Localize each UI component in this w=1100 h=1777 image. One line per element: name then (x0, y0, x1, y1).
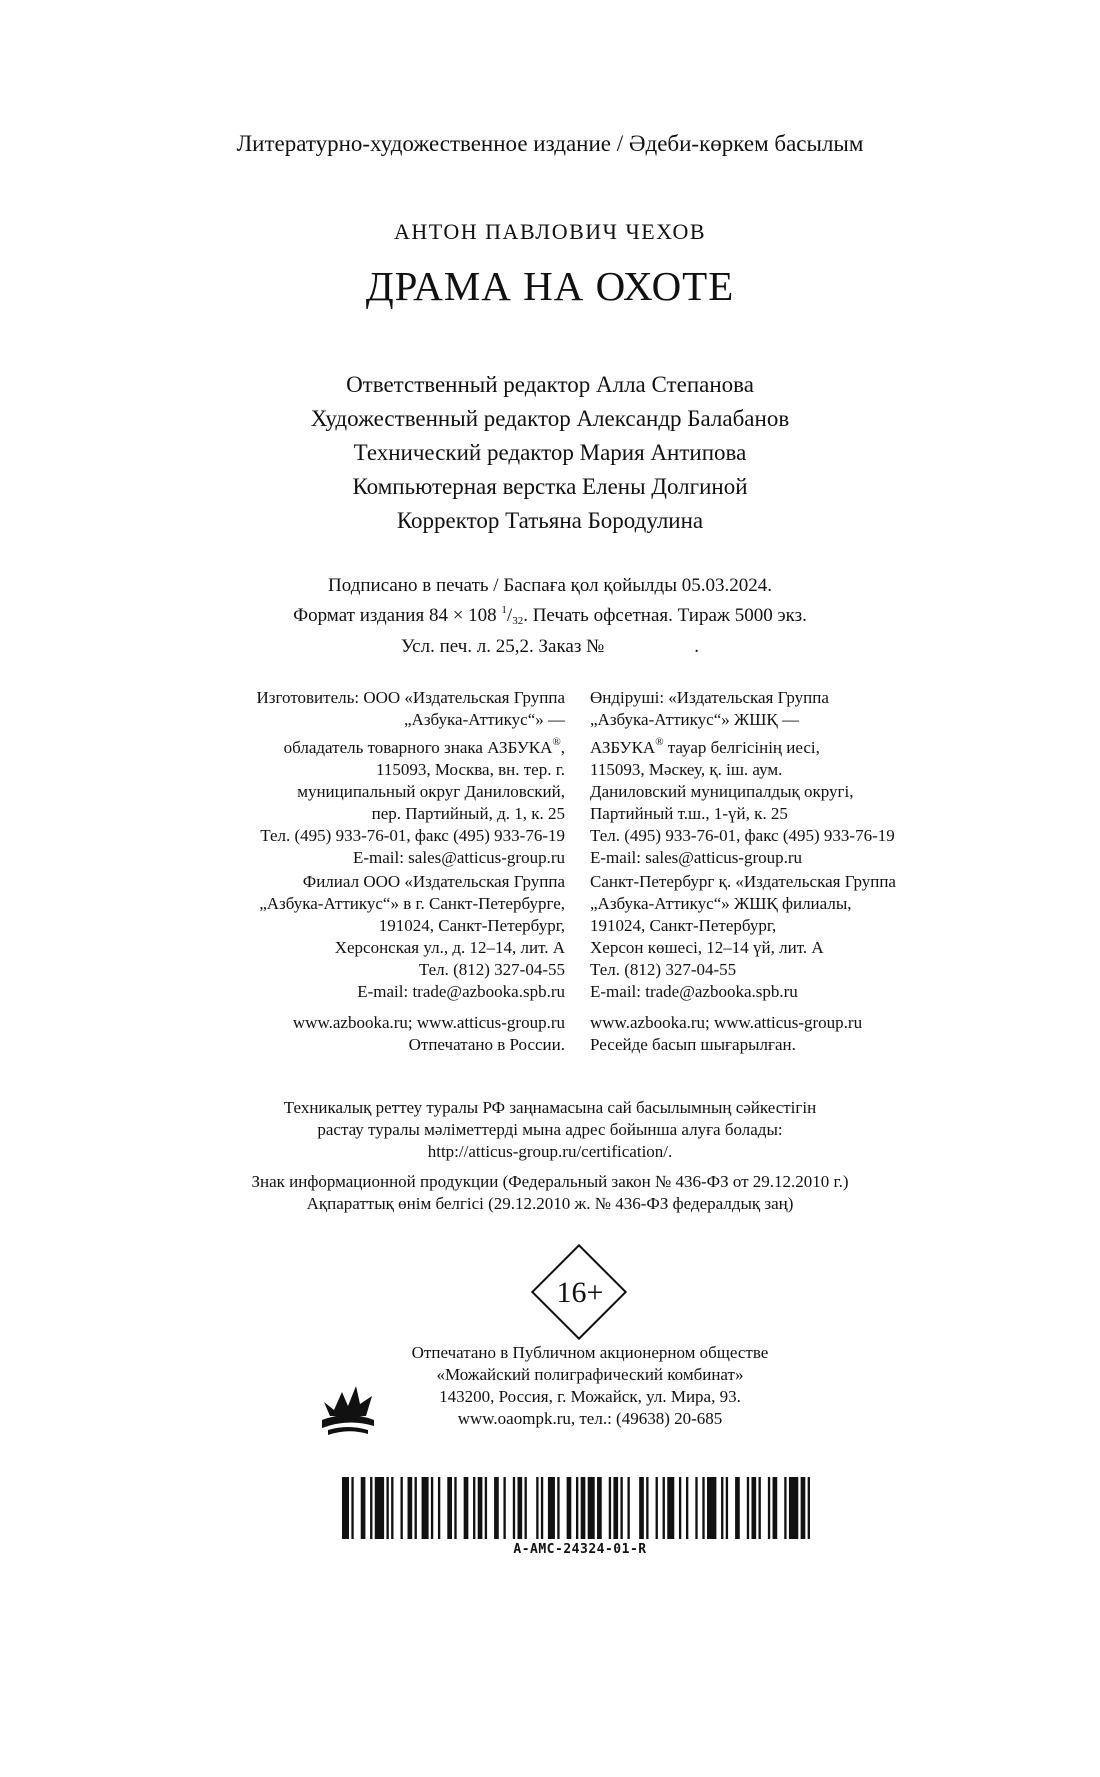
format-line: Формат издания 84 × 108 $^1/_{32}$. Печать офсетная. Тираж 5000 экз. (293, 604, 807, 627)
barcode-bar (707, 1477, 716, 1539)
barcode-bar (581, 1477, 586, 1539)
print-info (0, 573, 1100, 659)
barcode-bar (548, 1477, 555, 1539)
branch-email: E-mail: trade@azbooka.spb.ru (590, 982, 798, 1001)
cert-line: растау туралы мәліметтерді мына адрес бойынша алуға болады: (317, 1120, 783, 1139)
website-links: www.azbooka.ru; www.atticus-group.ru (292, 1013, 565, 1032)
website-links: www.azbooka.ru; www.atticus-group.ru (590, 1013, 863, 1032)
barcode-bar (663, 1477, 665, 1539)
barcode-bar (494, 1477, 499, 1539)
trademark-text: обладатель товарного знака АЗБУКА (283, 738, 553, 757)
info-mark-line: Знак информационной продукции (Федеральный закон № 436-ФЗ от 29.12.2010 г.) (251, 1172, 849, 1191)
barcode-bar (386, 1477, 388, 1539)
branch-line: Херсон көшесі, 12–14 үй, лит. А (590, 938, 824, 957)
branch-phone: Тел. (812) 327-04-55 (590, 960, 737, 979)
manufacturer-phone: Тел. (495) 933-76-01, факс (495) 933-76-19 (590, 826, 895, 845)
barcode-bar (695, 1477, 697, 1539)
barcode-bar (639, 1477, 644, 1539)
branch-line: 191024, Санкт-Петербург, (590, 916, 777, 935)
printer-info (40, 1342, 1100, 1430)
printer-contacts: www.oaompk.ru, тел.: (49638) 20-685 (457, 1409, 723, 1428)
manufacturer-line: „Азбука-Аттикус“» — (404, 710, 565, 729)
manufacturer-kz (590, 687, 990, 869)
branch-line: „Азбука-Аттикус“» ЖШҚ филиалы, (590, 894, 852, 913)
barcode-bar (751, 1477, 756, 1539)
printer-name: «Можайский полиграфический комбинат» (436, 1365, 744, 1384)
barcode-bar (567, 1477, 572, 1539)
barcode-bar (375, 1477, 384, 1539)
barcode-bar (588, 1477, 595, 1539)
branch-line: 191024, Санкт-Петербург, (378, 916, 565, 935)
barcode-bar (541, 1477, 543, 1539)
barcode-bar (391, 1477, 393, 1539)
order-line (0, 634, 1100, 659)
credit-line: Ответственный редактор Алла Степанова (346, 372, 754, 397)
barcode-bar (789, 1477, 798, 1539)
barcode-bar (438, 1477, 440, 1539)
barcode-bar (721, 1477, 723, 1539)
barcode-bar (679, 1477, 681, 1539)
trademark-text: АЗБУКА (590, 738, 656, 757)
format-numerator: 1 (501, 604, 507, 616)
credit-line: Технический редактор Мария Антипова (353, 440, 747, 465)
branch-line: Херсонская ул., д. 12–14, лит. А (334, 938, 565, 957)
barcode-bar (667, 1477, 674, 1539)
barcode-bar (656, 1477, 658, 1539)
format-denominator: 32 (512, 615, 524, 627)
printed-in: Отпечатано в России. (408, 1035, 565, 1054)
registered-mark: ® (552, 736, 561, 748)
branch-line: „Азбука-Аттикус“» в г. Санкт-Петербурге, (259, 894, 565, 913)
manufacturer-line: муниципальный округ Даниловский, (297, 782, 565, 801)
barcode-bar (686, 1477, 688, 1539)
trademark-end: , (560, 738, 565, 757)
barcode-bar (808, 1477, 810, 1539)
barcode-bar (370, 1477, 372, 1539)
manufacturer-line: 115093, Москва, вн. тер. г. (375, 760, 565, 779)
barcode-bar (525, 1477, 527, 1539)
branch-phone: Тел. (812) 327-04-55 (418, 960, 565, 979)
barcode-bar (576, 1477, 578, 1539)
manufacturer-line: Өндіруші: «Издательская Группа (590, 688, 829, 707)
barcode-bar (447, 1477, 452, 1539)
branch-email: E-mail: trade@azbooka.spb.ru (357, 982, 565, 1001)
manufacturer-ru (120, 687, 565, 869)
barcode (342, 1477, 817, 1539)
author-name: АНТОН ПАВЛОВИЧ ЧЕХОВ (393, 219, 707, 244)
barcode-bar (361, 1477, 366, 1539)
barcode-bar (513, 1477, 515, 1539)
barcode-bar (768, 1477, 770, 1539)
credit-line: Художественный редактор Александр Балабанов (310, 406, 790, 431)
cert-url: http://atticus-group.ru/certification/. (427, 1142, 673, 1161)
edition-type: Литературно-художественное издание / Әдеби-көркем басылым (236, 131, 864, 156)
barcode-bar (401, 1477, 403, 1539)
barcode-bar (503, 1477, 505, 1539)
web-kz (590, 1012, 990, 1056)
manufacturer-line: Партийный т.ш., 1-үй, к. 25 (590, 804, 788, 823)
manufacturer-line: 115093, Мәскеу, қ. іш. аум. (590, 760, 783, 779)
barcode-bar (613, 1477, 618, 1539)
web-ru (120, 1012, 565, 1056)
barcode-bar (609, 1477, 611, 1539)
barcode-bar (557, 1477, 559, 1539)
barcode-bar (759, 1477, 761, 1539)
barcode-bar (351, 1477, 353, 1539)
manufacturer-line: пер. Партийный, д. 1, к. 25 (371, 804, 565, 823)
registered-mark: ® (655, 736, 664, 748)
editorial-credits (0, 368, 1100, 538)
barcode-bar (747, 1477, 749, 1539)
barcode-bar (801, 1477, 806, 1539)
format-suffix: . Печать офсетная. Тираж 5000 экз. (523, 605, 807, 626)
barcode-bar (454, 1477, 456, 1539)
info-mark-line: Ақпараттық өнім белгісі (29.12.2010 ж. № 436-ФЗ федералдық заң) (306, 1194, 794, 1213)
barcode-bar (415, 1477, 417, 1539)
manufacturer-email: E-mail: sales@atticus-group.ru (352, 848, 565, 867)
branch-kz (590, 871, 990, 1003)
order-end: . (694, 636, 699, 657)
branch-line: Санкт-Петербург қ. «Издательская Группа (590, 872, 896, 891)
barcode-bar (784, 1477, 786, 1539)
manufacturer-line: Изготовитель: ООО «Издательская Группа (256, 688, 565, 707)
barcode-bar (646, 1477, 648, 1539)
printer-line: Отпечатано в Публичном акционерном обществе (411, 1343, 769, 1362)
info-product-mark (0, 1171, 1100, 1215)
barcode-bar (431, 1477, 433, 1539)
barcode-bar (464, 1477, 469, 1539)
barcode-bar (342, 1477, 349, 1539)
barcode-bar (408, 1477, 413, 1539)
credit-line: Компьютерная верстка Елены Долгиной (352, 474, 748, 499)
barcode-bar (773, 1477, 778, 1539)
barcode-bar (422, 1477, 429, 1539)
branch-ru (120, 871, 565, 1003)
barcode-bar (473, 1477, 475, 1539)
cert-line: Техникалық реттеу туралы РФ заңнамасына сай басылымның сәйкестігін (283, 1098, 817, 1117)
printer-address: 143200, Россия, г. Можайск, ул. Мира, 93. (439, 1387, 741, 1406)
barcode-bar (702, 1477, 704, 1539)
manufacturer-line: „Азбука-Аттикус“» ЖШҚ — (590, 710, 799, 729)
barcode-bar (478, 1477, 483, 1539)
format-prefix: Формат издания 84 × 108 (293, 605, 497, 626)
barcode-bar (627, 1477, 629, 1539)
signed-date: Подписано в печать / Баспаға қол қойылды 05.03.2024. (328, 575, 772, 596)
trademark-end: тауар белгісінің иесі, (663, 738, 820, 757)
barcode-label: A-AMC-24324-01-R (513, 1542, 647, 1557)
manufacturer-phone: Тел. (495) 933-76-01, факс (495) 933-76-19 (260, 826, 565, 845)
order-label: Усл. печ. л. 25,2. Заказ № (401, 636, 605, 657)
barcode-bar (620, 1477, 622, 1539)
age-rating-badge (530, 1243, 630, 1343)
credit-line: Корректор Татьяна Бородулина (396, 508, 704, 533)
barcode-bar (536, 1477, 538, 1539)
barcode-bar (517, 1477, 522, 1539)
age-rating: 16+ (556, 1276, 604, 1309)
book-title: ДРАМА НА ОХОТЕ (365, 263, 735, 309)
branch-line: Филиал ООО «Издательская Группа (302, 872, 565, 891)
manufacturer-line: Даниловский муниципалдық округі, (590, 782, 854, 801)
certification-note (0, 1097, 1100, 1163)
manufacturer-line (120, 731, 565, 759)
barcode-bar (726, 1477, 728, 1539)
barcode-bar (735, 1477, 740, 1539)
printed-in: Ресейде басып шығарылған. (590, 1035, 796, 1054)
barcode-bar (485, 1477, 487, 1539)
manufacturer-line (590, 731, 990, 759)
barcode-bar (597, 1477, 602, 1539)
manufacturer-email: E-mail: sales@atticus-group.ru (590, 848, 803, 867)
